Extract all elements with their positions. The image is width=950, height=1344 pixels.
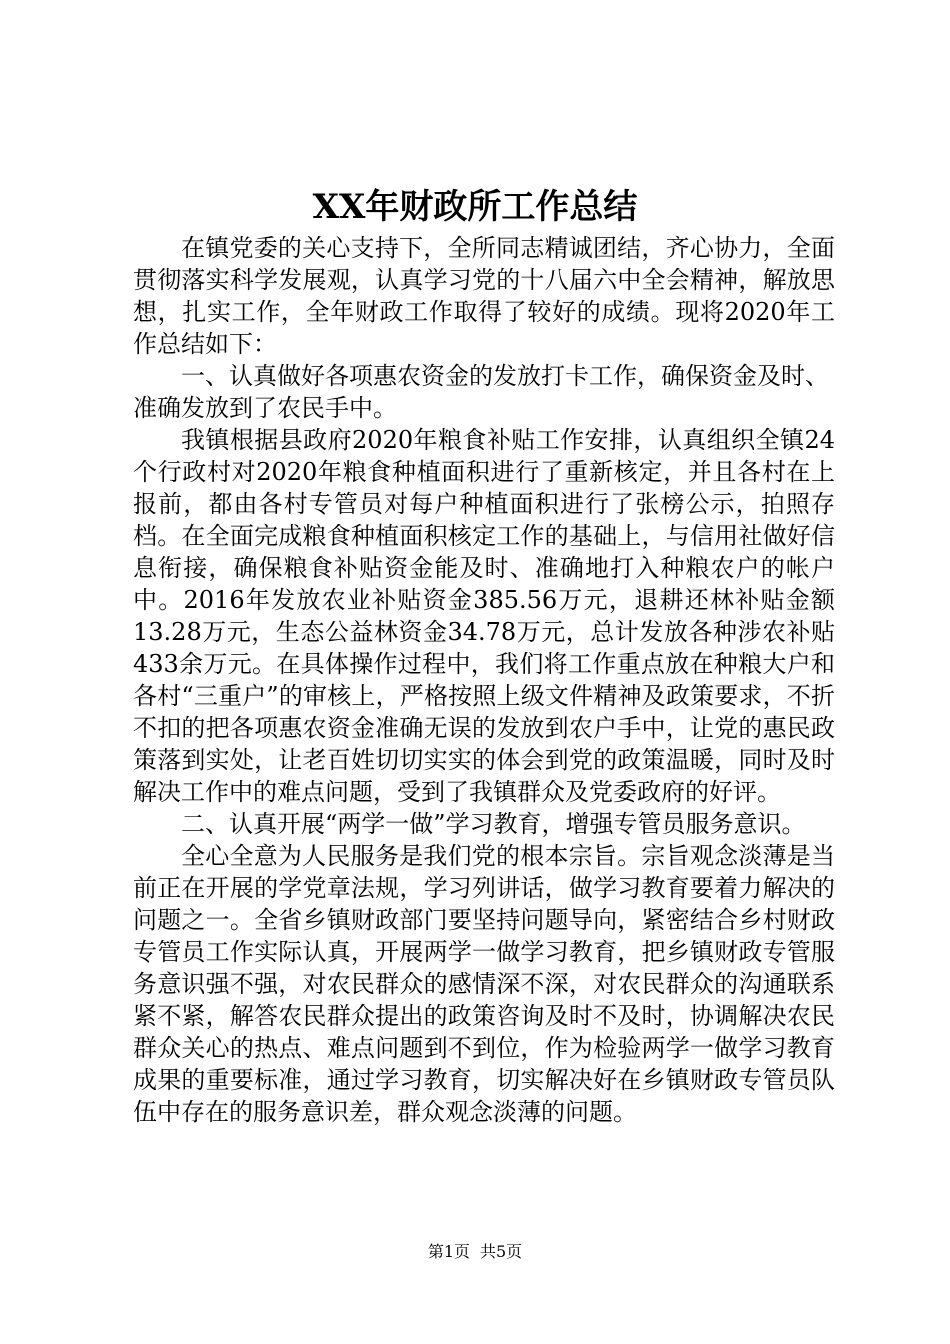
paragraph-intro: 在镇党委的关心支持下，全所同志精诚团结，齐心协力，全面贯彻落实科学发展观，认真学习党的十八届六中全会精神，解放思想，扎实工作，全年财政工作取得了较好的成绩。现将2020年工作总结如下：	[133, 234, 835, 358]
document-body	[133, 232, 835, 1128]
section-heading-2: 二、认真开展“两学一做”学习教育，增强专管员服务意识。	[181, 810, 806, 838]
page-number-current: 第1页	[427, 1242, 470, 1261]
page-footer	[0, 1242, 950, 1262]
page-number-total: 共5页	[480, 1242, 523, 1261]
document-title: XX年财政所工作总结	[312, 187, 638, 227]
paragraph-subsidy: 我镇根据县政府2020年粮食补贴工作安排，认真组织全镇24个行政村对2020年粮食种植面积进行了重新核定，并且各村在上报前，都由各村专管员对每户种植面积进行了张榜公示，拍照存档。在全面完成粮食种植面积核定工作的基础上，与信用社做好信息衔接，确保粮食补贴资金能及时、准确地打入种粮农户的帐户中。2016年发放农业补贴资金385.56万元，退耕还林补贴金额13.28万元，生态公益林资金34.78万元，总计发放各种涉农补贴433余万元。在具体操作过程中，我们将工作重点放在种粮大户和各村“三重户”的审核上，严格按照上级文件精神及政策要求，不折不扣的把各项惠农资金准确无误的发放到农户手中，让党的惠民政策落到实处，让老百姓切切实实的体会到党的政策温暖，同时及时解决工作中的难点问题，受到了我镇群众及党委政府的好评。	[133, 426, 835, 806]
section-heading-1: 一、认真做好各项惠农资金的发放打卡工作，确保资金及时、准确发放到了农民手中。	[133, 362, 829, 422]
paragraph-service: 全心全意为人民服务是我们党的根本宗旨。宗旨观念淡薄是当前正在开展的学党章法规，学习列讲话，做学习教育要着力解决的问题之一。全省乡镇财政部门要坚持问题导向，紧密结合乡村财政专管员工作实际认真，开展两学一做学习教育，把乡镇财政专管服务意识强不强，对农民群众的感情深不深，对农民群众的沟通联系紧不紧，解答农民群众提出的政策咨询及时不及时，协调解决农民群众关心的热点、难点问题到不到位，作为检验两学一做学习教育成果的重要标准，通过学习教育，切实解决好在乡镇财政专管员队伍中存在的服务意识差，群众观念淡薄的问题。	[133, 842, 835, 1126]
